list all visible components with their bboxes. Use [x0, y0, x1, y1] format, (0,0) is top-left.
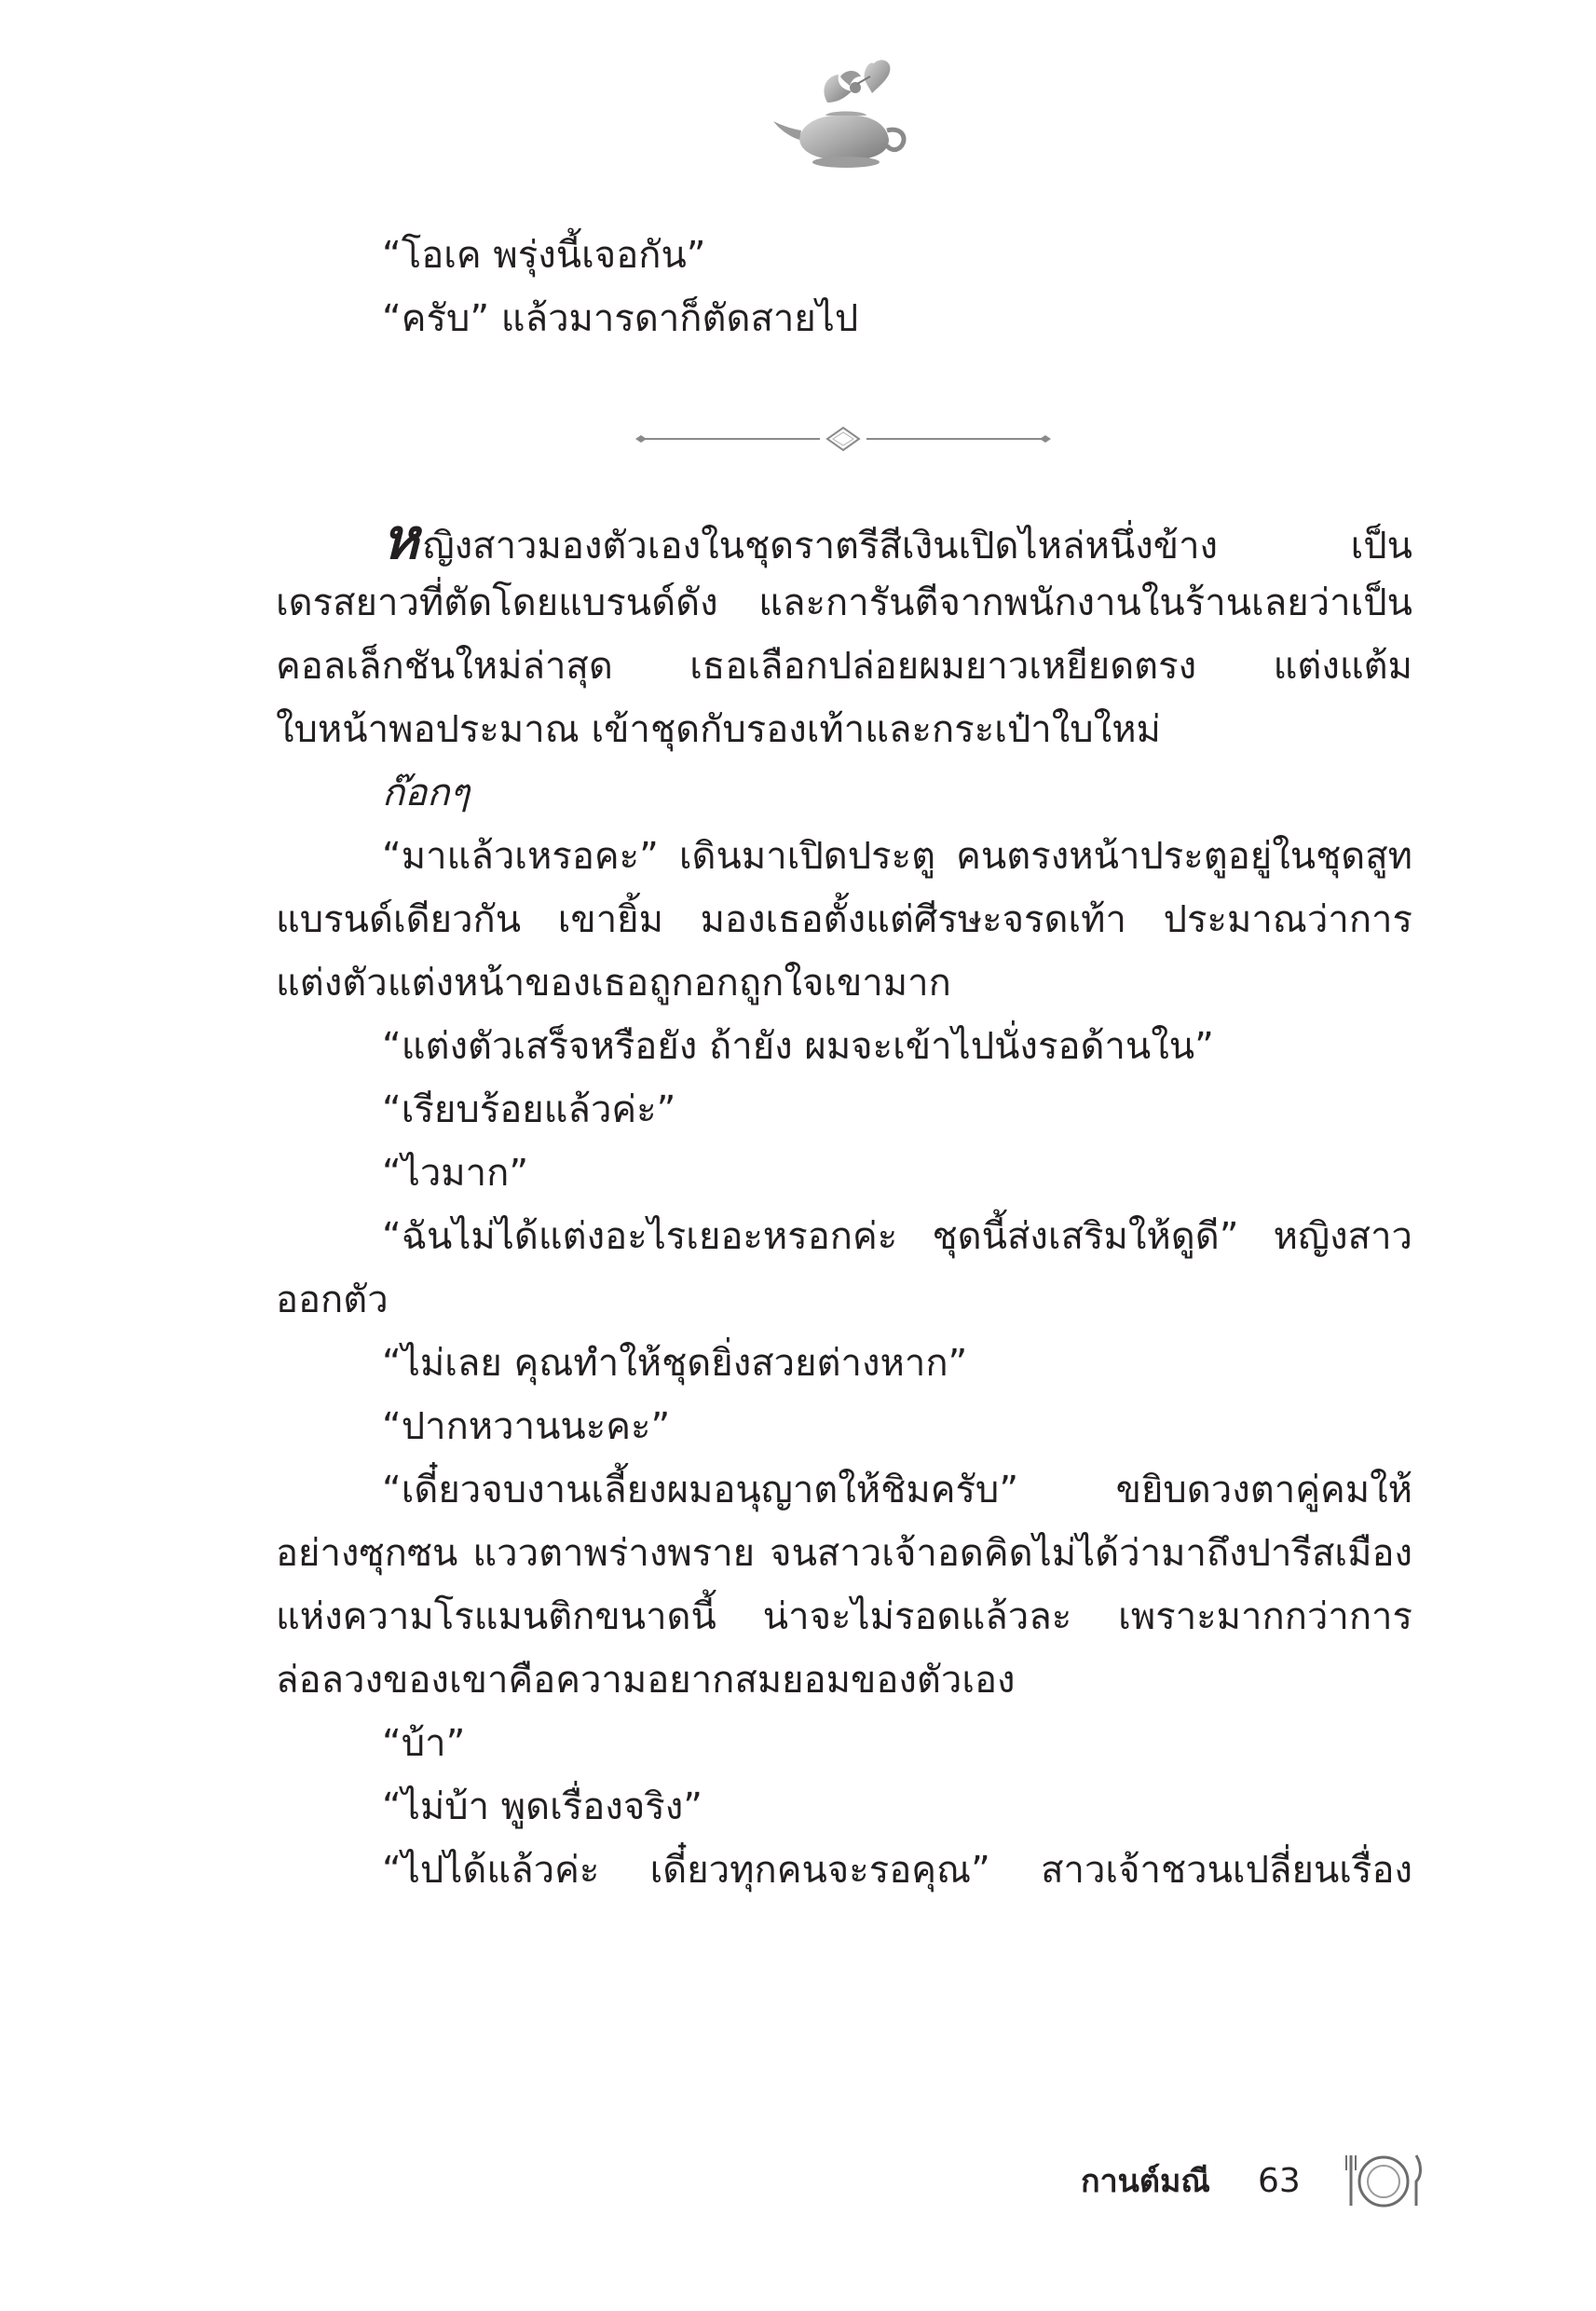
page-footer — [1081, 2148, 1435, 2222]
plate-fork-knife-icon — [1342, 2148, 1425, 2213]
dialogue-line: “ไวมาก” — [382, 1152, 529, 1195]
paragraph-line: “เดี๋ยวจบงานเลี้ยงผมอนุญาตให้ชิมครับ” ขยิบดวงตาคู่คมให้ — [382, 1469, 1412, 1511]
paragraph-line: เดรสยาวที่ตัดโดยแบรนด์ดัง และการันตีจากพนักงานในร้านเลยว่าเป็น — [276, 581, 1412, 624]
opening-dialogue — [276, 224, 1412, 350]
paragraph-line: อย่างซุกซน แววตาพร่างพราย จนสาวเจ้าอดคิดไม่ได้ว่ามาถึงปารีสเมือง — [276, 1532, 1412, 1575]
paragraph-line: แบรนด์เดียวกัน เขายิ้ม มองเธอตั้งแต่ศีรษะจรดเท้า ประมาณว่าการ — [276, 898, 1412, 941]
paragraph-line: “ฉันไม่ได้แต่งอะไรเยอะหรอกค่ะ ชุดนี้ส่งเสริมให้ดูดี” หญิงสาว — [382, 1215, 1412, 1258]
dialogue-line: “แต่งตัวเสร็จหรือยัง ถ้ายัง ผมจะเข้าไปนั่งรอด้านใน” — [382, 1025, 1214, 1068]
body-text — [276, 508, 1412, 1902]
teapot-angel-icon — [771, 56, 911, 177]
paragraph-line: ออกตัว — [276, 1279, 389, 1321]
paragraph-line: “ไปได้แล้วค่ะ เดี๋ยวทุกคนจะรอคุณ” สาวเจ้าชวนเปลี่ยนเรื่อง — [382, 1849, 1412, 1892]
dialogue-line: “ปากหวานนะคะ” — [382, 1405, 671, 1448]
ornament-divider-icon — [634, 425, 1053, 453]
author-name: กานต์มณี — [1081, 2163, 1210, 2200]
paragraph-line: ล่อลวงของเขาคือความอยากสมยอมของตัวเอง — [276, 1659, 1016, 1702]
paragraph-line: คอลเล็กชันใหม่ล่าสุด เธอเลือกปล่อยผมยาวเหยียดตรง แต่งแต้ม — [276, 645, 1412, 688]
paragraph-line: แต่งตัวแต่งหน้าของเธอถูกอกถูกใจเขามาก — [276, 962, 951, 1005]
dialogue-line: “ไม่เลย คุณทำให้ชุดยิ่งสวยต่างหาก” — [382, 1342, 968, 1385]
dialogue-line: “เรียบร้อยแล้วค่ะ” — [382, 1088, 676, 1131]
drop-cap: ห — [382, 508, 419, 571]
page-number: 63 — [1258, 2162, 1301, 2200]
paragraph-line: แห่งความโรแมนติกขนาดนี้ น่าจะไม่รอดแล้วละ เพราะมากกว่าการ — [276, 1595, 1412, 1638]
dialogue-line: “บ้า” — [382, 1722, 466, 1765]
paragraph-line: ใบหน้าพอประมาณ เข้าชุดกับรองเท้าและกระเป๋าใบใหม่ — [276, 708, 1161, 751]
sound-effect: ก๊อกๆ — [382, 772, 470, 814]
paragraph-line: หญิงสาวมองตัวเองในชุดราตรีสีเงินเปิดไหล่หนึ่งข้าง เป็น — [382, 508, 1412, 571]
dialogue-line: “โอเค พรุ่งนี้เจอกัน” — [382, 234, 706, 277]
dialogue-line: “ไม่บ้า พูดเรื่องจริง” — [382, 1785, 703, 1828]
paragraph-line: “มาแล้วเหรอคะ” เดินมาเปิดประตู คนตรงหน้าประตูอยู่ในชุดสูท — [382, 835, 1412, 878]
dialogue-line: “ครับ” แล้วมารดาก็ตัดสายไป — [382, 297, 859, 340]
